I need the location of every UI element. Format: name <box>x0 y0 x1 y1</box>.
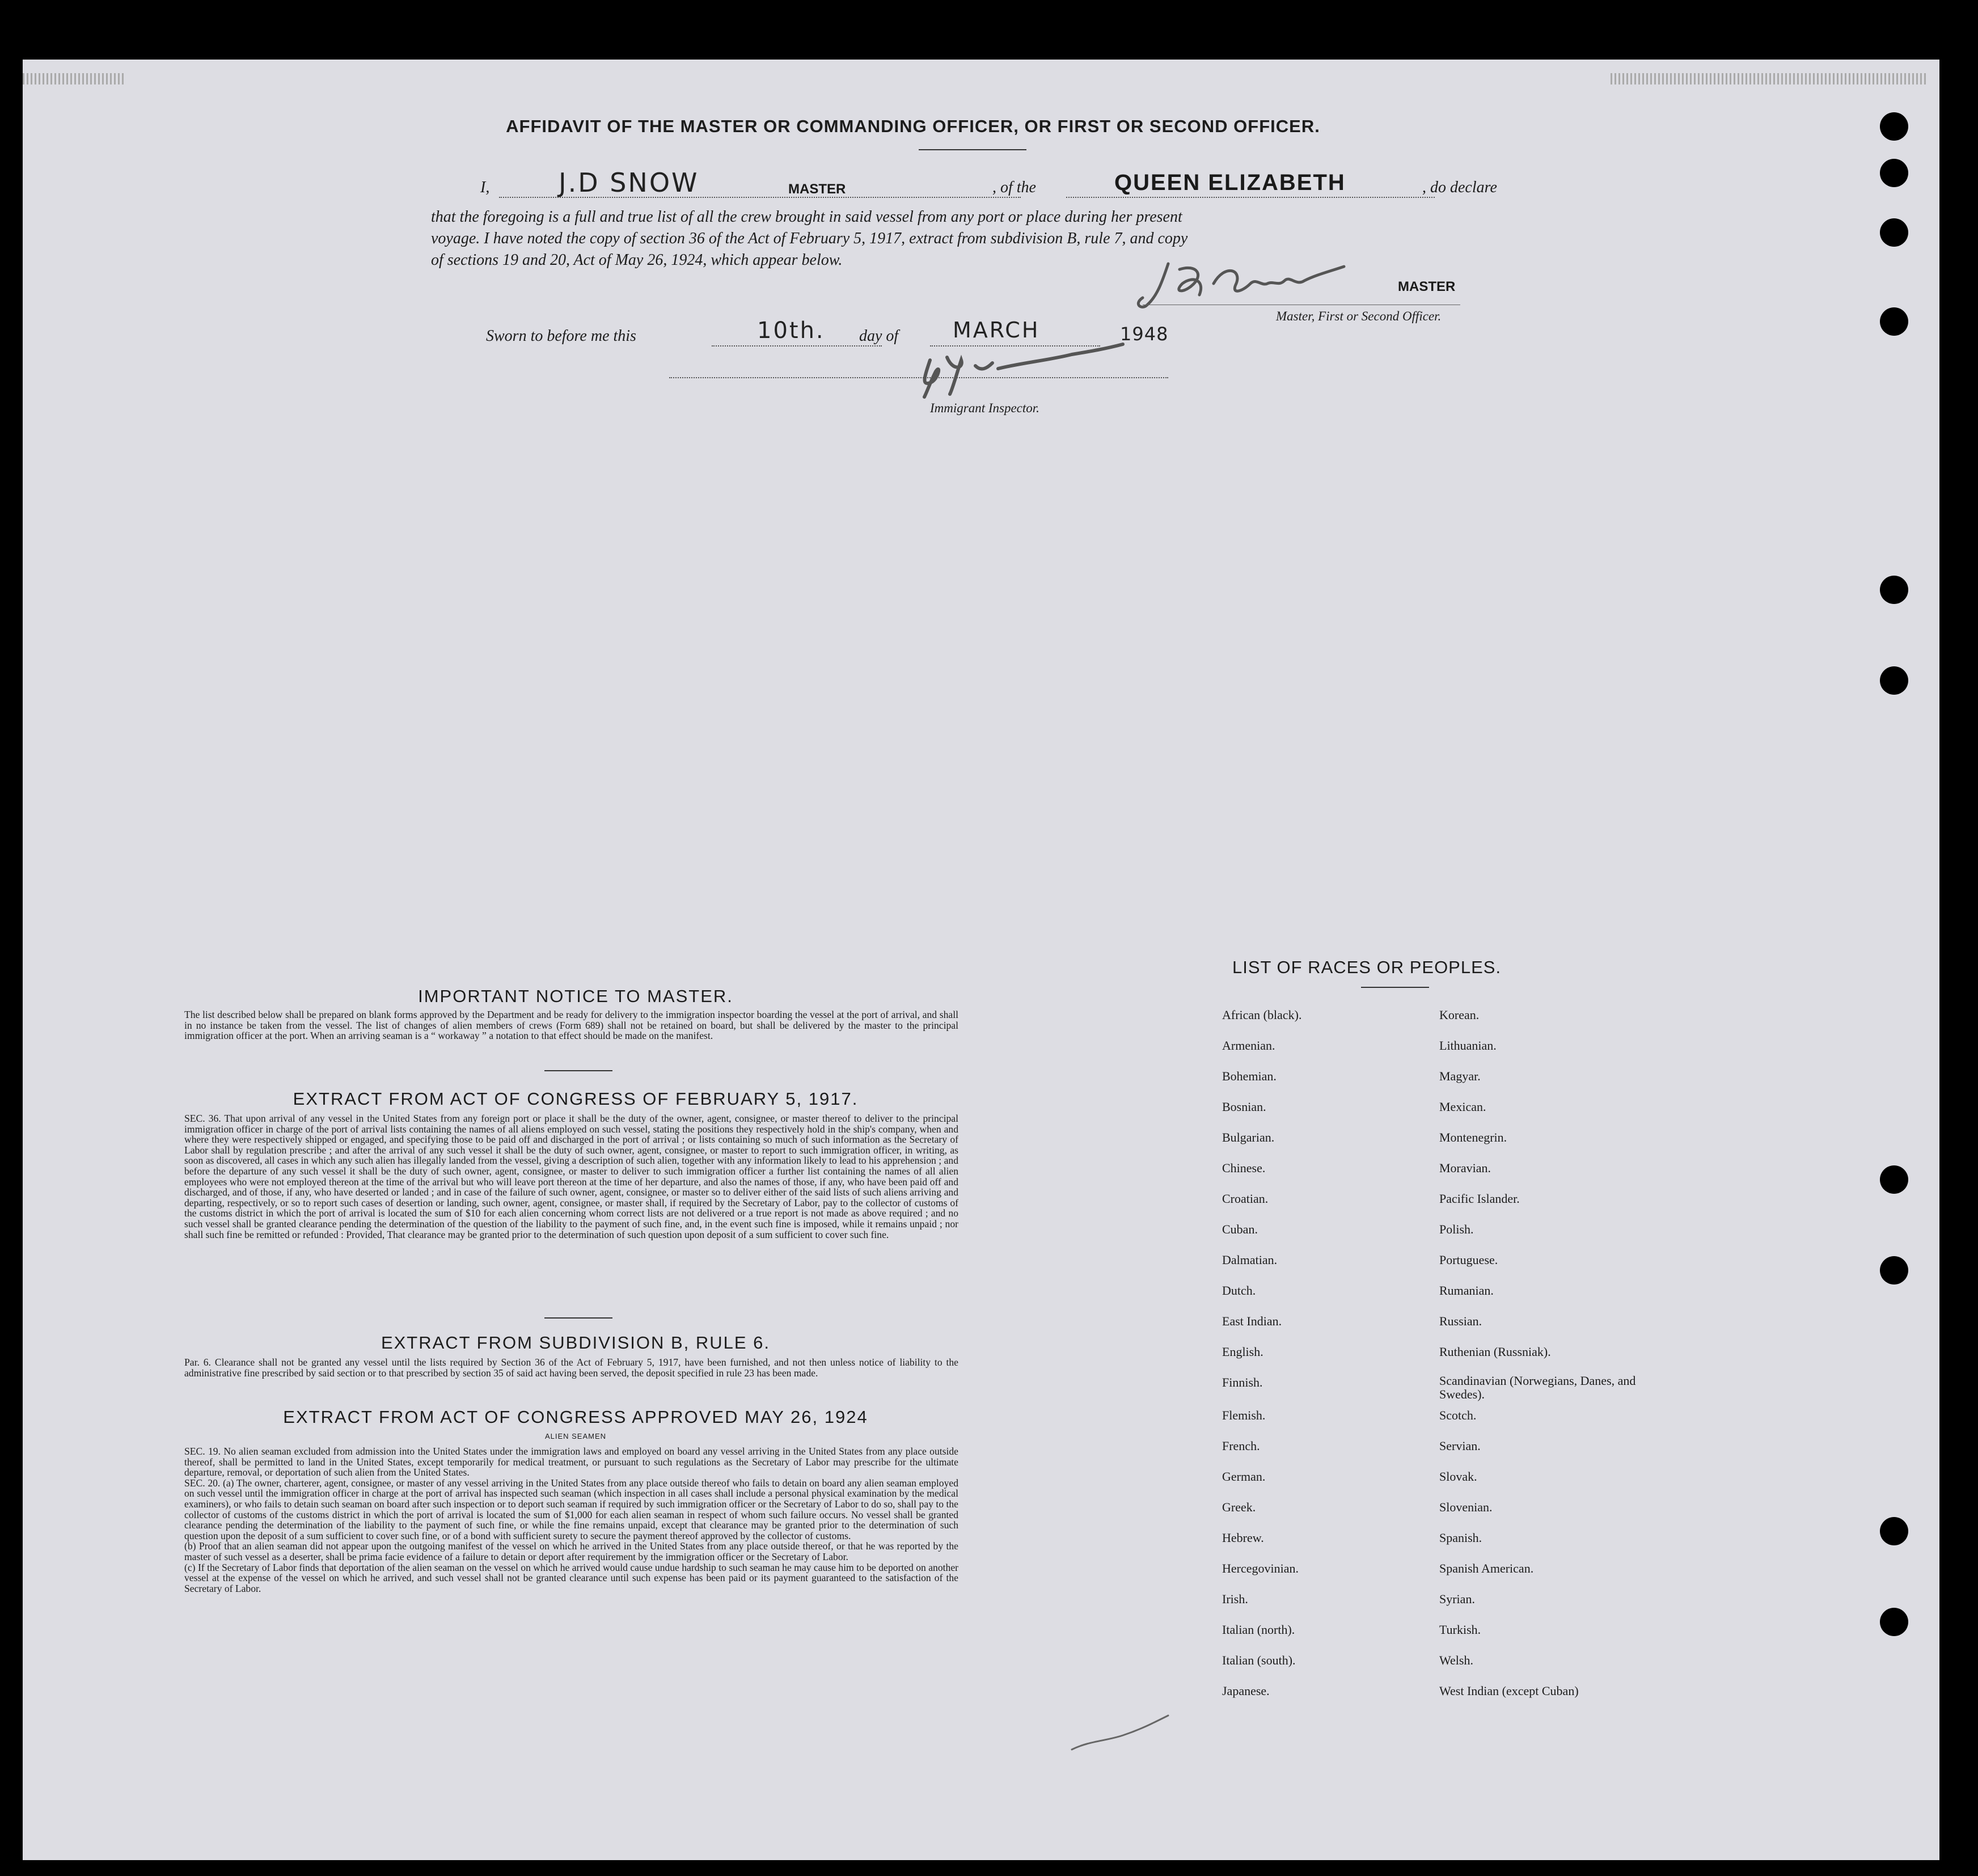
race-item: German. <box>1222 1469 1266 1484</box>
extract-1924-title: EXTRACT FROM ACT OF CONGRESS APPROVED MAY 26, 1924 <box>283 1407 868 1427</box>
race-item: Armenian. <box>1222 1038 1275 1053</box>
race-item: Syrian. <box>1439 1592 1475 1606</box>
sec-20c-paragraph: (c) If the Secretary of Labor finds that deportation of the alien seaman on the vessel on which he arrived would cause undue hardship to such seaman he may cause him to be deported on another vessel at the expense of the vessel on which he arrived, and such vessel shall not be granted clearance until such expense has been paid or its payment guaranteed to the satisfaction of the Secretary of Labor. <box>184 1561 958 1594</box>
races-title-rule <box>1361 987 1429 988</box>
extract-1924-subtitle: ALIEN SEAMEN <box>544 1432 607 1440</box>
race-item: Chinese. <box>1222 1161 1266 1175</box>
master-signature <box>1129 252 1367 315</box>
affidavit-i-label: I, <box>480 179 490 196</box>
binder-hole <box>1880 112 1908 141</box>
race-item: French. <box>1222 1439 1260 1453</box>
do-declare-label: , do declare <box>1422 179 1497 196</box>
race-item: Bosnian. <box>1222 1100 1266 1114</box>
race-item: Turkish. <box>1439 1623 1481 1637</box>
vessel-name-line <box>1066 197 1435 198</box>
master-name: J.D SNOW <box>559 167 699 198</box>
notice-title: IMPORTANT NOTICE TO MASTER. <box>418 986 733 1006</box>
binder-hole <box>1880 1608 1908 1636</box>
race-item: Irish. <box>1222 1592 1248 1606</box>
signature-caption: Master, First or Second Officer. <box>1276 309 1442 323</box>
race-item: African (black). <box>1222 1008 1302 1022</box>
race-item: Finnish. <box>1222 1375 1263 1389</box>
affidavit-line-2: that the foregoing is a full and true list of all the crew brought in said vessel from any port or place during her present <box>431 208 1182 226</box>
race-item: Moravian. <box>1439 1161 1491 1175</box>
binder-hole <box>1880 307 1908 336</box>
inspector-signature <box>907 337 1180 400</box>
binder-hole <box>1880 218 1908 247</box>
race-item: Montenegrin. <box>1439 1130 1507 1144</box>
race-item: Dutch. <box>1222 1283 1256 1298</box>
race-item: Japanese. <box>1222 1684 1270 1698</box>
sworn-month: MARCH <box>953 318 1040 343</box>
race-item: Korean. <box>1439 1008 1480 1022</box>
race-item: Spanish. <box>1439 1531 1482 1545</box>
race-item: Bulgarian. <box>1222 1130 1275 1144</box>
binder-hole <box>1880 1256 1908 1285</box>
race-item: Scotch. <box>1439 1408 1477 1422</box>
race-item: Slovak. <box>1439 1469 1477 1484</box>
affidavit-line-4: of sections 19 and 20, Act of May 26, 1924, which appear below. <box>431 251 843 269</box>
sworn-day: 10th. <box>757 318 825 344</box>
races-column-1 <box>1222 1007 1415 1713</box>
day-of-label: day of <box>859 327 899 345</box>
extract-1917-rule <box>544 1317 612 1319</box>
race-item: Rumanian. <box>1439 1283 1494 1298</box>
binder-hole <box>1880 1165 1908 1194</box>
inspector-caption: Immigrant Inspector. <box>930 401 1039 415</box>
vessel-name: QUEEN ELIZABETH <box>1114 170 1346 195</box>
race-item: Spanish American. <box>1439 1561 1534 1575</box>
edge-perforation-right <box>1611 73 1928 84</box>
race-item: Cuban. <box>1222 1222 1258 1236</box>
sec-20b-paragraph: (b) Proof that an alien seaman did not appear upon the outgoing manifest of the vessel on which he arrived in the United States from any place outside thereof, or that he was reported by the master of such vessel as a deserter, shall be prima facie evidence of a failure to detain or deport after requirement by the immigration officer or the Secretary of Labor. <box>184 1540 958 1562</box>
race-item: Ruthenian (Russniak). <box>1439 1345 1551 1359</box>
master-stamp: MASTER <box>788 181 846 197</box>
of-the-label: , of the <box>992 179 1036 196</box>
notice-rule <box>544 1070 612 1071</box>
affidavit-line-3: voyage. I have noted the copy of section 36 of the Act of February 5, 1917, extract from subdivision B, rule 7, and copy <box>431 230 1188 247</box>
notice-text <box>162 1009 958 1041</box>
race-item: Lithuanian. <box>1439 1038 1497 1053</box>
races-title: LIST OF RACES OR PEOPLES. <box>1232 957 1502 977</box>
race-item: Italian (south). <box>1222 1653 1296 1667</box>
sec-19-paragraph: SEC. 19. No alien seaman excluded from admission into the United States under the immigration laws and employed on board any vessel arriving in the United States from any place outside thereof, shall be permitted to land in the United States, except temporarily for medical treatment, or pursuant to such regulations as the Secretary of Labor may prescribe for the ultimate departure, removal, or deportation of such alien from the United States. <box>184 1446 958 1478</box>
race-item: Magyar. <box>1439 1069 1481 1083</box>
race-item: Portuguese. <box>1439 1253 1498 1267</box>
inspector-line <box>669 377 1168 378</box>
binder-hole <box>1880 159 1908 187</box>
race-item: Croatian. <box>1222 1191 1269 1206</box>
race-item: Servian. <box>1439 1439 1481 1453</box>
affidavit-title-rule <box>919 149 1026 150</box>
signature-master-stamp: MASTER <box>1398 279 1456 294</box>
binder-hole <box>1880 576 1908 604</box>
race-item: Polish. <box>1439 1222 1474 1236</box>
binder-hole <box>1880 1517 1908 1545</box>
race-item: Pacific Islander. <box>1439 1191 1520 1206</box>
races-column-2 <box>1439 1007 1683 1713</box>
binder-hole <box>1880 666 1908 695</box>
affidavit-title: AFFIDAVIT OF THE MASTER OR COMMANDING OFFICER, OR FIRST OR SECOND OFFICER. <box>506 116 1320 136</box>
document-page <box>23 60 1939 1860</box>
pencil-mark <box>1066 1710 1180 1755</box>
extract-1917-paragraph: SEC. 36. That upon arrival of any vessel in the United States from any foreign port or place it shall be the duty of the owner, agent, consignee, or master thereof to deliver to the principal immigration officer in charge of the port of arrival lists containing the names of all aliens employed on such vessel, stating the positions they respectively hold in the ship's company, when and where they were respectively shipped or engaged, and specifying those to be paid off and discharged in the port of arrival ; or lists containing so much of such information as the Secretary of Labor shall by regulation prescribe ; and after the arrival of any such vessel it shall be the duty of such owner, agent, consignee, or master to report to such immigration officer, in writing, as soon as discovered, all cases in which any such alien has illegally landed from the vessel, giving a description of such alien, together with any information likely to lead to his apprehension ; and before the departure of any such vessel it shall be the duty of such owner, agent, consignee, or master to deliver to such immigration officer a further list containing the names of all alien employees who were not employed thereon at the time of the arrival but who will leave port thereon at the time of her departure, and also the names of those, if any, who have been paid off and discharged, and of those, if any, who have deserted or landed ; and in case of the failure of such owner, agent, consignee, or master so to deliver either of the said lists of such aliens arriving and departing, respectively, or so to report such cases of desertion or landing, such owner, agent, consignee, or master shall, if required by the Secretary of Labor, pay to the collector of customs of the customs district in which the port of arrival is located the sum of $10 for each alien concerning whom correct lists are not delivered or a true report is not made as above required ; and no such vessel shall be granted clearance pending the determination of the question of the liability to the payment of such fine, and, in the event such fine is imposed, while it remains unpaid ; nor shall such fine be remitted or refunded : Provided, That clearance may be granted prior to the determination of such question upon deposit of a sum sufficient to cover such fine. <box>184 1113 958 1240</box>
race-item: Welsh. <box>1439 1653 1473 1667</box>
race-item: Russian. <box>1439 1314 1482 1328</box>
race-item: Hercegovinian. <box>1222 1561 1299 1575</box>
subdivision-title: EXTRACT FROM SUBDIVISION B, RULE 6. <box>381 1333 771 1353</box>
race-item: West Indian (except Cuban) <box>1439 1684 1579 1698</box>
race-item: Italian (north). <box>1222 1623 1295 1637</box>
subdivision-text <box>162 1357 958 1378</box>
race-item: English. <box>1222 1345 1263 1359</box>
extract-1917-text <box>162 1113 958 1240</box>
race-item: Dalmatian. <box>1222 1253 1278 1267</box>
sworn-year: 1948 <box>1120 323 1169 345</box>
sworn-day-line <box>712 345 882 347</box>
subdivision-paragraph: Par. 6. Clearance shall not be granted any vessel until the lists required by Section 36 of the Act of February 5, 1917, have been furnished, and not then unless notice of liability to the administrative fine prescribed by said section or to that prescribed by section 35 of said act having been served, the deposit specified in rule 23 has been made. <box>184 1357 958 1379</box>
race-item: Mexican. <box>1439 1100 1486 1114</box>
race-item: Hebrew. <box>1222 1531 1264 1545</box>
race-item: Greek. <box>1222 1500 1256 1514</box>
sec-20a-paragraph: SEC. 20. (a) The owner, charterer, agent, consignee, or master of any vessel arriving in the United States from any place outside thereof who fails to detain on board any alien seaman employed on such vessel until the immigration officer in charge at the port of arrival has inspected such seaman (which inspection in all cases shall include a personal physical examination by the medical examiners), or who fails to detain such seaman on board after such inspection or to deport such seaman if required by such immigration officer or the Secretary of Labor to do so, shall pay to the collector of customs of the customs district in which the port of arrival is located the sum of $1,000 for each alien seaman in respect of whom such failure occurs. No vessel shall be granted clearance pending the determination of the liability to the payment of such fine, or while the fine remains unpaid, except that clearance may be granted prior to the determination of such question upon the deposit of a sum sufficient to cover such fine, or of a bond with sufficient surety to secure the payment thereof approved by the collector of customs. <box>184 1477 958 1541</box>
race-item: East Indian. <box>1222 1314 1282 1328</box>
sworn-label: Sworn to before me this <box>486 327 636 345</box>
edge-perforation-left <box>23 73 125 84</box>
extract-1924-text <box>162 1446 958 1594</box>
race-item: Flemish. <box>1222 1408 1266 1422</box>
race-item: Slovenian. <box>1439 1500 1493 1514</box>
race-item: Scandinavian (Norwegians, Danes, and Swedes). <box>1439 1374 1636 1401</box>
notice-paragraph: The list described below shall be prepared on blank forms approved by the Department and be ready for delivery to the immigration inspector boarding the vessel at the port of arrival, and shall in no instance be taken from the vessel. The list of changes of alien members of crews (Form 689) shall not be retained on board, but shall be delivered by the master to the principal immigration officer at the port. When an arriving seaman is a “ workaway ” a notation to that effect should be made on the manifest. <box>184 1009 958 1042</box>
race-item: Bohemian. <box>1222 1069 1277 1083</box>
extract-1917-title: EXTRACT FROM ACT OF CONGRESS OF FEBRUARY 5, 1917. <box>293 1089 859 1109</box>
